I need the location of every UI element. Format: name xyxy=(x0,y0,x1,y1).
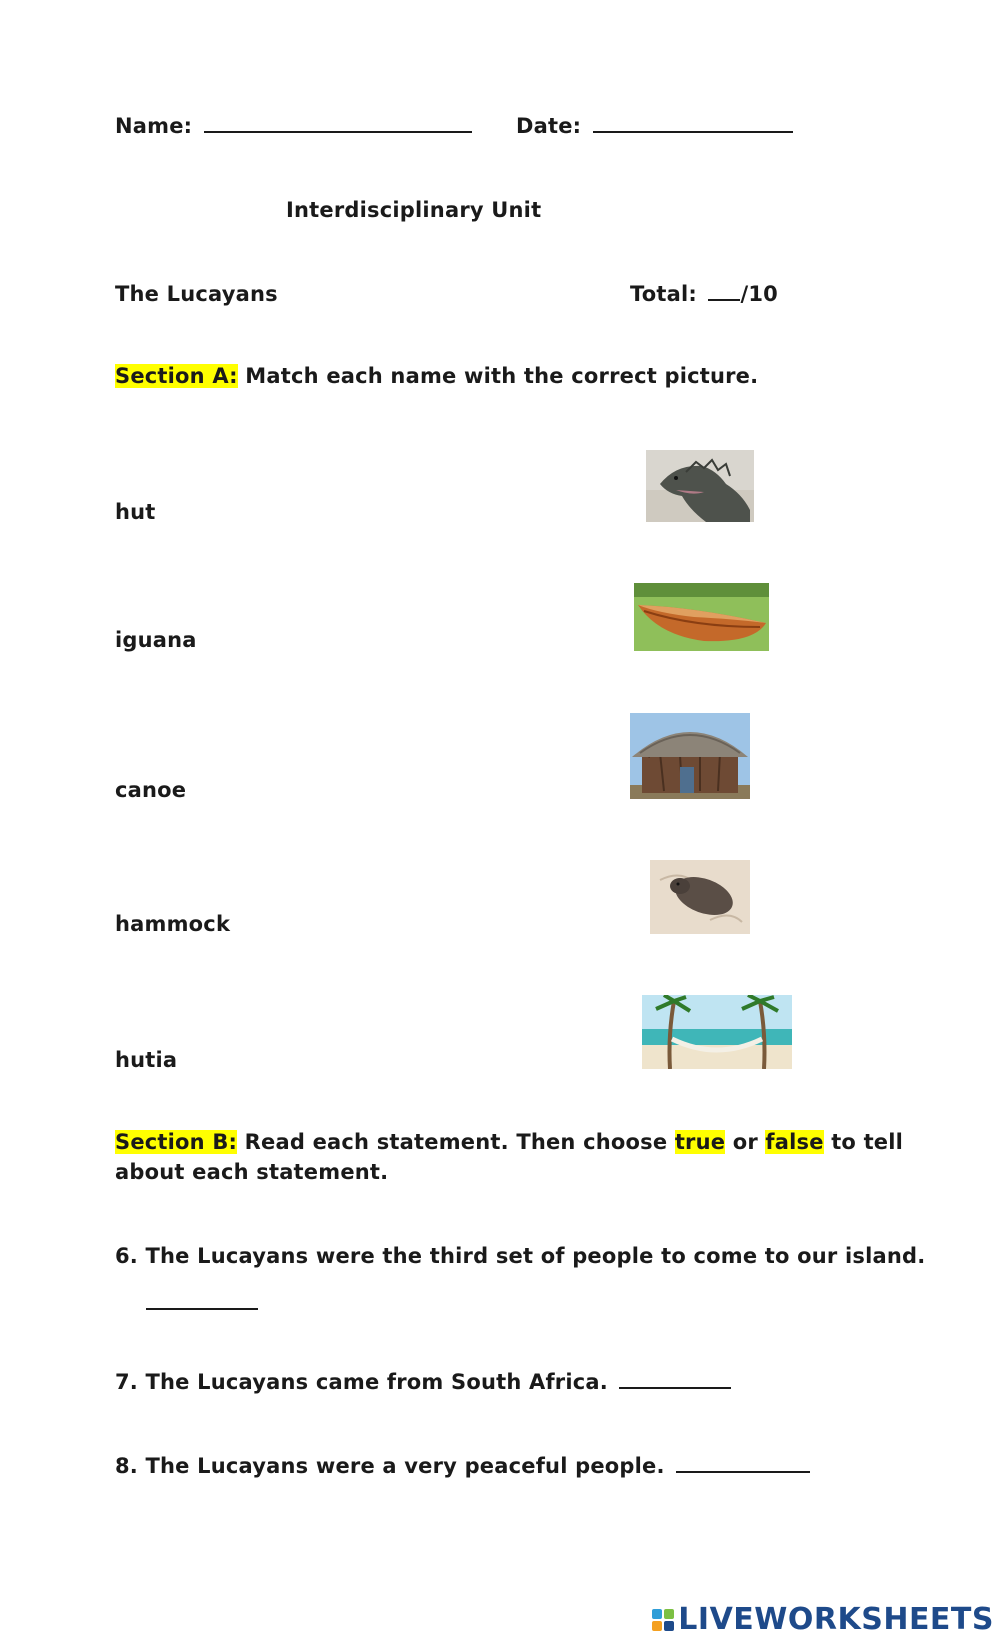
word-canoe[interactable]: canoe xyxy=(115,778,187,802)
word-hammock[interactable]: hammock xyxy=(115,912,231,936)
section-b-heading xyxy=(115,1130,903,1154)
section-b-text1: Read each statement. Then choose xyxy=(244,1130,668,1154)
answer-blank-7[interactable] xyxy=(619,1386,731,1389)
canoe-icon xyxy=(634,583,769,651)
logo-mark-icon xyxy=(652,1609,674,1631)
date-label: Date: xyxy=(516,114,582,138)
canoe-picture[interactable] xyxy=(634,583,769,651)
word-hutia[interactable]: hutia xyxy=(115,1048,178,1072)
date-row xyxy=(516,114,793,138)
word-hut[interactable]: hut xyxy=(115,500,156,524)
section-a-tag: Section A: xyxy=(115,364,238,388)
or-word: or xyxy=(732,1130,758,1154)
iguana-picture[interactable] xyxy=(646,450,754,522)
logo-text: LIVEWORKSHEETS xyxy=(678,1602,994,1637)
hutia-picture[interactable] xyxy=(650,860,750,934)
section-b-tag: Section B: xyxy=(115,1130,238,1154)
hut-icon xyxy=(630,713,750,799)
section-a-instruction: Match each name with the correct picture. xyxy=(245,364,759,388)
name-row xyxy=(115,114,472,138)
question-8-row xyxy=(115,1454,810,1478)
total-score xyxy=(630,282,778,306)
liveworksheets-logo xyxy=(652,1602,994,1637)
hammock-picture[interactable] xyxy=(642,995,792,1069)
true-word: true xyxy=(674,1130,726,1154)
name-label: Name: xyxy=(115,114,193,138)
question-7-row xyxy=(115,1370,731,1394)
name-blank[interactable] xyxy=(204,130,472,133)
hammock-icon xyxy=(642,995,792,1069)
answer-blank-8[interactable] xyxy=(676,1470,810,1473)
unit-title: Interdisciplinary Unit xyxy=(286,198,542,222)
topic-title: The Lucayans xyxy=(115,282,278,306)
hut-picture[interactable] xyxy=(630,713,750,799)
word-iguana[interactable]: iguana xyxy=(115,628,197,652)
section-b-text2: to tell xyxy=(831,1130,904,1154)
question-6: 6. The Lucayans were the third set of people to come to our island. xyxy=(115,1244,926,1268)
iguana-icon xyxy=(646,450,754,522)
false-word: false xyxy=(765,1130,824,1154)
question-8: 8. The Lucayans were a very peaceful people. xyxy=(115,1454,665,1478)
section-b-line2: about each statement. xyxy=(115,1160,389,1184)
section-a-heading xyxy=(115,364,758,388)
hutia-icon xyxy=(650,860,750,934)
question-7: 7. The Lucayans came from South Africa. xyxy=(115,1370,608,1394)
answer-blank-6[interactable] xyxy=(146,1308,258,1310)
total-suffix: /10 xyxy=(740,282,778,306)
total-label: Total: xyxy=(630,282,697,306)
date-blank[interactable] xyxy=(593,130,793,133)
total-blank[interactable] xyxy=(708,298,740,301)
